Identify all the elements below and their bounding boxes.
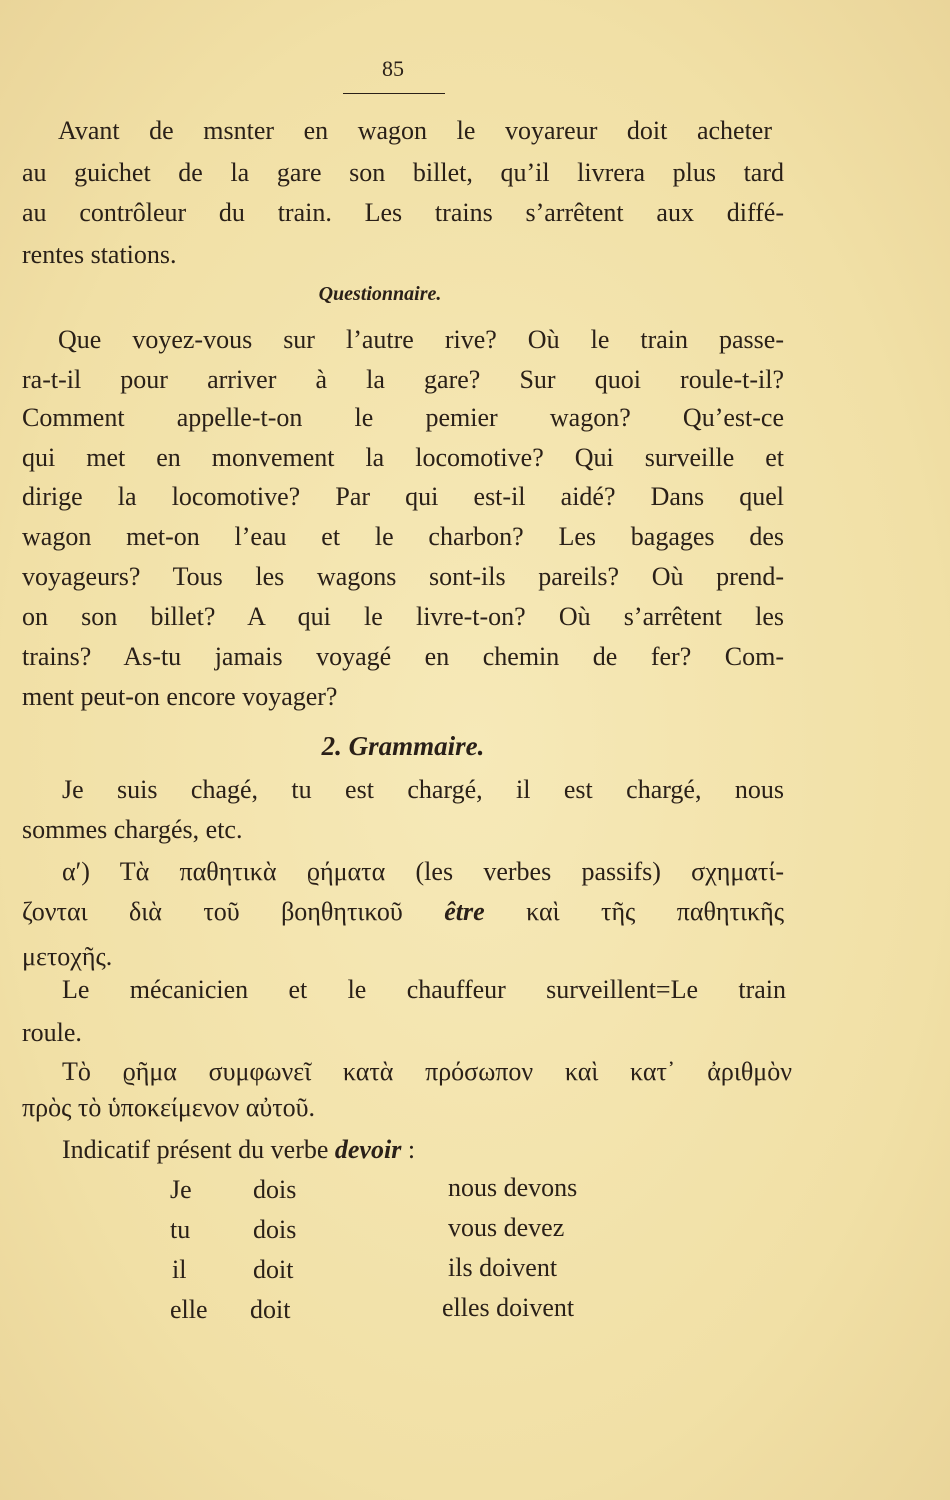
- conjugation-verb: devoir: [334, 1135, 402, 1164]
- page-number: 85: [382, 56, 404, 81]
- question-line: wagon met-on l’eau et le charbon? Les bagages des: [22, 522, 784, 551]
- page-number-rule: [343, 93, 445, 94]
- plural-form: ils doivent: [448, 1253, 558, 1282]
- questionnaire-heading: Questionnaire.: [318, 283, 442, 305]
- rule-a-text: ζονται διὰ τοῦ βοηθητικοῦ: [22, 897, 403, 926]
- rule-a-text: καὶ τῆς παθητικῆς: [526, 897, 784, 926]
- paragraph-line: au contrôleur du train. Les trains s’arrêtent aux diffé-: [22, 198, 784, 227]
- plural-form: elles doivent: [442, 1293, 575, 1322]
- plural-form: nous devons: [448, 1173, 578, 1202]
- rule-a-line: α′) Τὰ παθητικὰ ϱήματα (les verbes passifs) σχηματί-: [62, 857, 784, 886]
- question-line: ra-t-il pour arriver à la gare? Sur quoi roule-t-il?: [22, 365, 784, 394]
- conjugation-intro: [62, 1132, 824, 1168]
- conjugation-intro-text: Indicatif présent du verbe: [62, 1135, 329, 1164]
- question-line: dirige la locomotive? Par qui est-il aidé? Dans quel: [22, 482, 784, 511]
- grammar-line: Je suis chagé, tu est chargé, il est chargé, nous: [62, 775, 784, 804]
- question-line: trains? As-tu jamais voyagé en chemin de fer? Com-: [22, 642, 784, 671]
- question-line: on son billet? A qui le livre-t-on? Où s’arrêtent les: [22, 602, 784, 631]
- grammar-heading: 2. Grammaire.: [321, 731, 485, 761]
- conjugation-colon: :: [407, 1135, 416, 1164]
- paragraph-line: rentes stations.: [22, 240, 177, 269]
- pronoun: il: [172, 1255, 187, 1284]
- verb-form: doit: [253, 1255, 294, 1284]
- verb-form: dois: [253, 1215, 297, 1244]
- question-line: qui met en monvement la locomotive? Qui surveille et: [22, 443, 784, 472]
- rule-a-line: μετοχῆς.: [22, 942, 113, 971]
- pronoun: Je: [170, 1175, 192, 1204]
- plural-form: vous devez: [448, 1213, 565, 1242]
- rule-b-line: Τὸ ϱῆμα συμφωνεῖ κατὰ πρόσωπον καὶ κατ᾽ ἀριθμὸν: [62, 1057, 792, 1086]
- example-line: Le mécanicien et le chauffeur surveillent=Le train: [62, 975, 786, 1004]
- example-line: roule.: [22, 1018, 82, 1047]
- rule-b-line: πρὸς τὸ ὑποκείμενον αὐτοῦ.: [22, 1093, 316, 1122]
- verb-form: dois: [253, 1175, 297, 1204]
- verb-form: doit: [250, 1295, 291, 1324]
- rule-a-italic: être: [444, 897, 485, 926]
- question-line: ment peut-on encore voyager?: [22, 682, 338, 711]
- question-line: Que voyez-vous sur l’autre rive? Où le train passe-: [58, 325, 784, 354]
- pronoun: elle: [170, 1295, 208, 1324]
- rule-a-line: [22, 894, 784, 930]
- pronoun: tu: [170, 1215, 191, 1244]
- grammar-line: sommes chargés, etc.: [22, 815, 243, 844]
- question-line: Comment appelle-t-on le pemier wagon? Qu’est-ce: [22, 403, 784, 432]
- question-line: voyageurs? Tous les wagons sont-ils pareils? Où prend-: [22, 562, 784, 591]
- paragraph-line: au guichet de la gare son billet, qu’il livrera plus tard: [22, 158, 784, 187]
- paragraph-line: Avant de msnter en wagon le voyareur doit acheter: [58, 116, 772, 145]
